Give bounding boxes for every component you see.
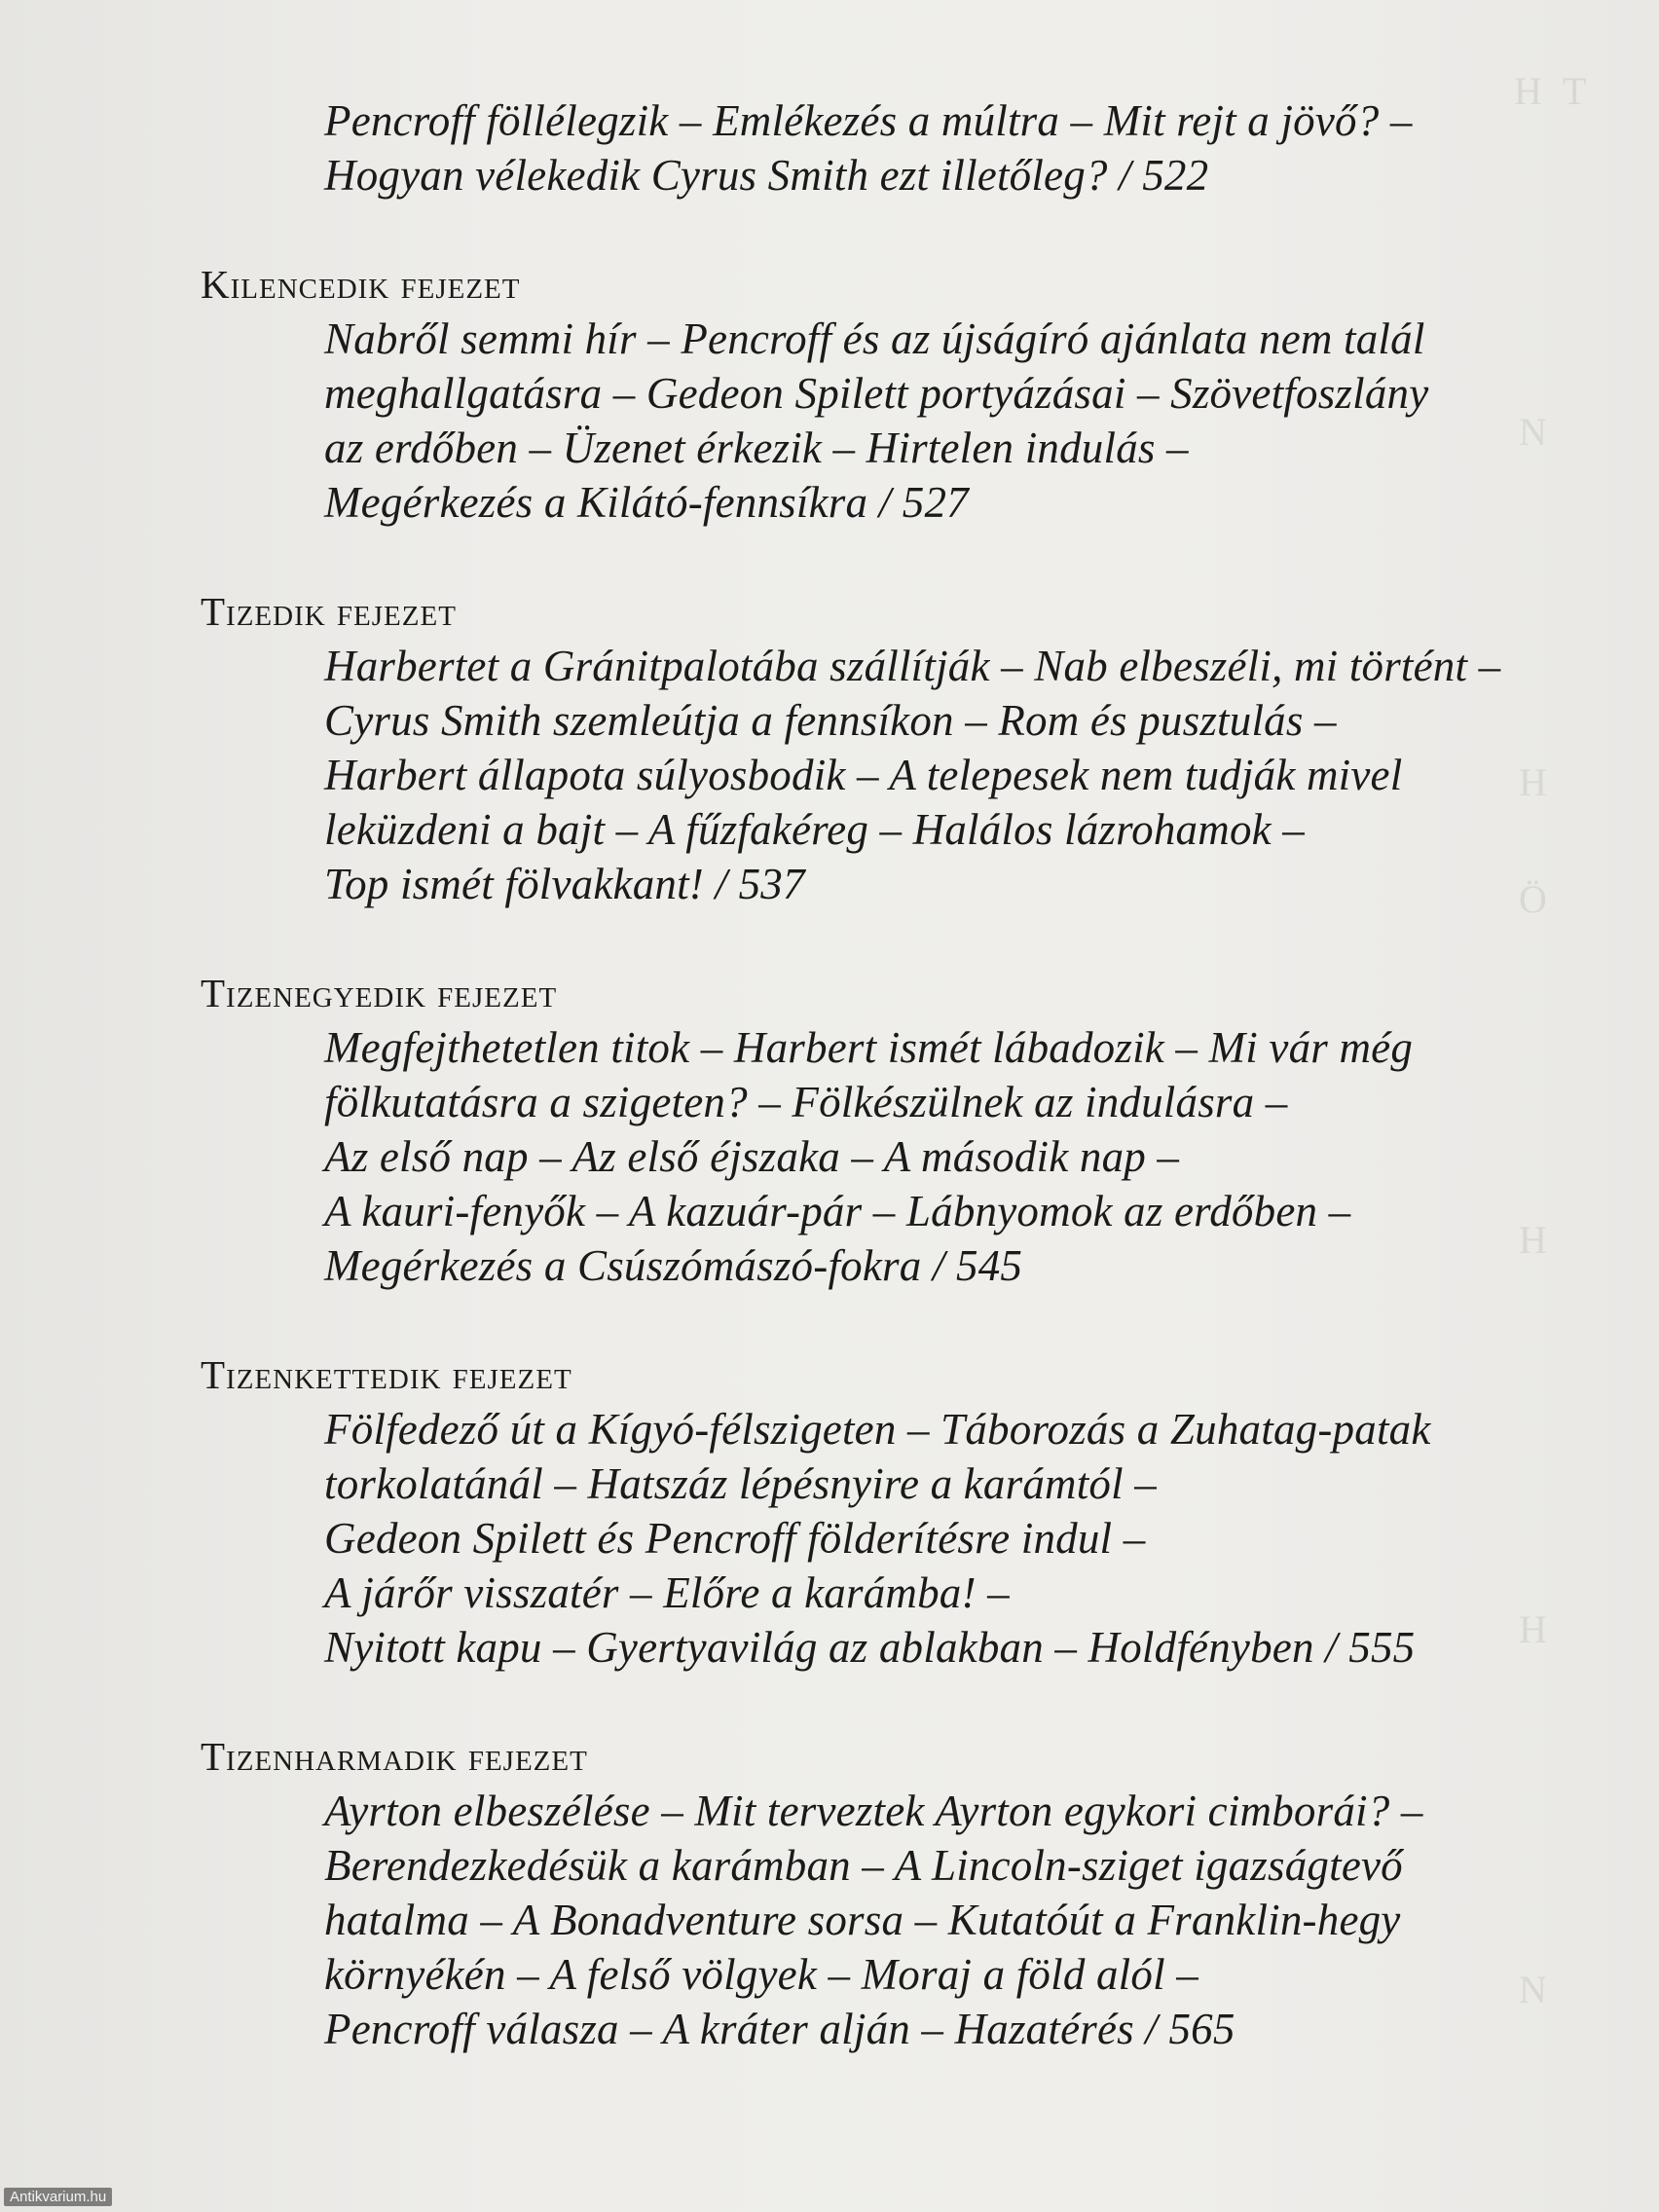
chapter-title-initial: T [201,1734,227,1779]
chapter-summary [324,1020,1603,1293]
chapter-title [201,584,1603,639]
chapter-title-initial: T [201,971,227,1015]
summary-line: az erdőben – Üzenet érkezik – Hirtelen indulás – [324,424,1189,472]
summary-line: Gedeon Spilett és Pencroff földerítésre indul – [324,1514,1146,1563]
chapter-title-rest: izenegyedik fejezet [226,971,558,1015]
summary-line: Pencroff föllélegzik – Emlékezés a múltra – Mit rejt a jövő? – [324,96,1413,145]
summary-line: meghallgatásra – Gedeon Spilett portyázásai – Szövetfoszlány [324,369,1429,418]
show-through-texture: H T N H Ö H H N [1514,69,1587,2011]
summary-line: hatalma – A Bonadventure sorsa – Kutatóút a Franklin-hegy [324,1896,1401,1944]
chapter-title-rest: izenharmadik fejezet [226,1734,588,1779]
chapter-title-initial: T [201,589,227,634]
previous-chapter-summary [324,93,1603,203]
summary-line: Fölfedező út a Kígyó-félszigeten – Táborozás a Zuhatag-patak [324,1405,1431,1454]
summary-line: fölkutatásra a szigeten? – Fölkészülnek az indulásra – [324,1078,1288,1126]
chapter-title [201,966,1603,1020]
chapter-title-initial: K [201,262,231,307]
summary-line: Harbert állapota súlyosbodik – A telepesek nem tudják mivel [324,751,1403,799]
summary-line: környékén – A felső völgyek – Moraj a föld alól – [324,1950,1198,1999]
summary-line: Hogyan vélekedik Cyrus Smith ezt illetőleg? / 522 [324,151,1209,200]
chapter-title-rest: izedik fejezet [226,589,457,634]
summary-line: Top ismét fölvakkant! / 537 [324,860,805,908]
summary-line: A kauri-fenyők – A kazuár-pár – Lábnyomok az erdőben – [324,1187,1351,1235]
summary-line: Cyrus Smith szemleútja a fennsíkon – Rom és pusztulás – [324,696,1337,745]
chapter-title-rest: izenkettedik fejezet [226,1352,572,1397]
summary-line: Ayrton elbeszélése – Mit terveztek Ayrton egykori cimborái? – [324,1787,1423,1835]
table-of-contents [201,93,1603,2056]
summary-line: Harbertet a Gránitpalotába szállítják – Nab elbeszéli, mi történt – [324,642,1501,690]
chapter-entry [201,584,1603,911]
summary-line: Nyitott kapu – Gyertyavilág az ablakban – Holdfényben / 555 [324,1623,1416,1672]
summary-line: Megérkezés a Kilátó-fennsíkra / 527 [324,478,969,527]
summary-line: leküzdeni a bajt – A fűzfakéreg – Halálos lázrohamok – [324,805,1305,854]
chapter-title [201,1729,1603,1784]
summary-line: Pencroff válasza – A kráter alján – Hazatérés / 565 [324,2005,1235,2053]
chapter-summary [324,312,1603,530]
chapter-entry [201,1729,1603,2056]
summary-line: Megfejthetetlen titok – Harbert ismét lábadozik – Mi vár még [324,1023,1414,1072]
summary-line: A járőr visszatér – Előre a karámba! – [324,1568,1010,1617]
chapter-summary [324,1402,1603,1675]
summary-line: Megérkezés a Csúszómászó-fokra / 545 [324,1241,1023,1290]
chapter-title-initial: T [201,1352,227,1397]
summary-line: Nabről semmi hír – Pencroff és az újságíró ajánlata nem talál [324,314,1425,363]
chapter-summary [324,1784,1603,2056]
summary-line: torkolatánál – Hatszáz lépésnyire a karámtól – [324,1459,1157,1508]
chapter-title-rest: ilencedik fejezet [230,262,521,307]
summary-line: Az első nap – Az első éjszaka – A második nap – [324,1132,1180,1181]
chapter-entry [201,1347,1603,1675]
watermark-label: Antikvarium.hu [4,2188,112,2206]
chapter-summary [324,639,1603,911]
chapter-title [201,257,1603,312]
chapter-entry [201,966,1603,1293]
chapter-entry [201,257,1603,530]
chapter-title [201,1347,1603,1402]
summary-line: Berendezkedésük a karámban – A Lincoln-sziget igazságtevő [324,1841,1403,1890]
